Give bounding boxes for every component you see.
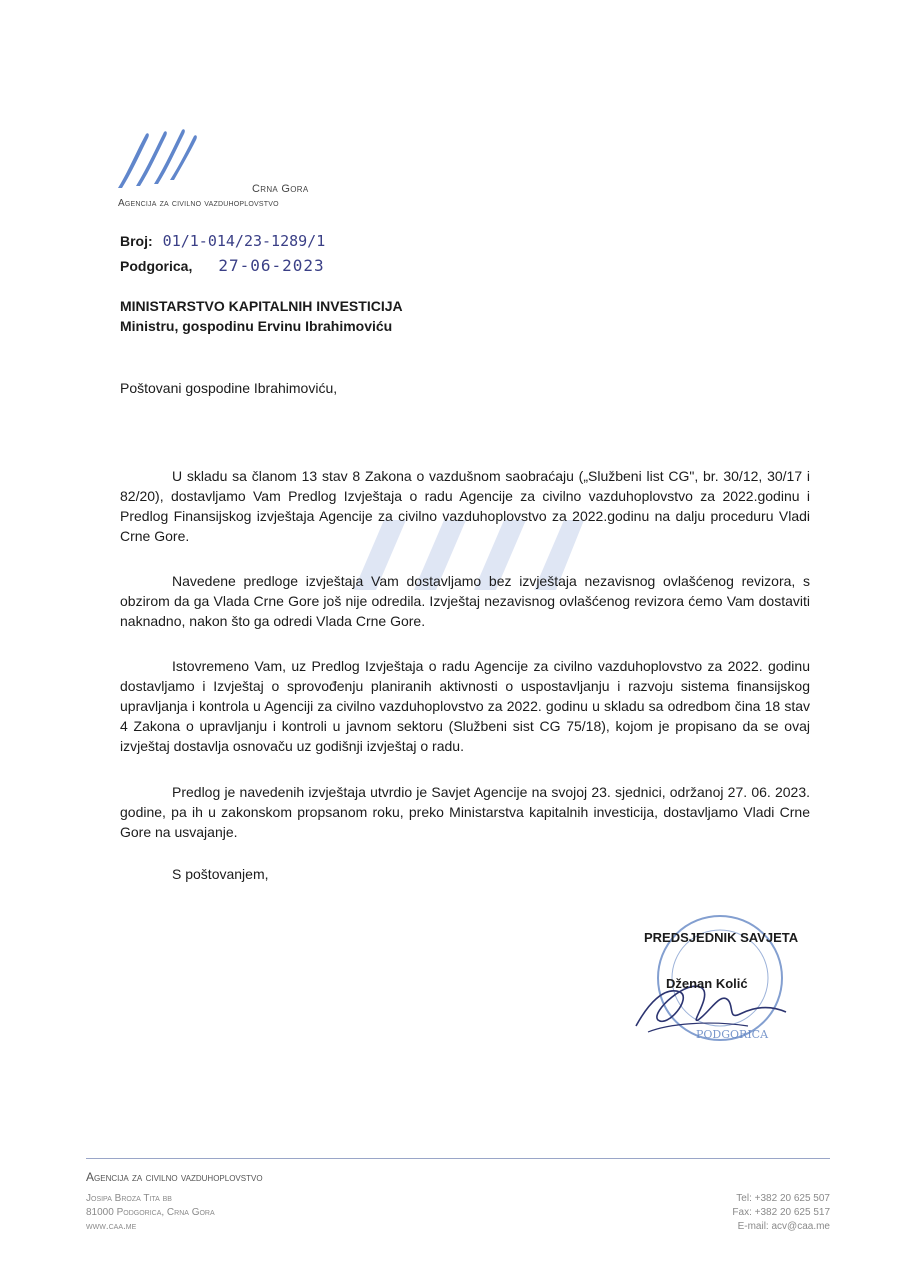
footer-address-line-2: 81000 Podgorica, Crna Gora [86, 1207, 215, 1218]
date-stamp: 27-06-2023 [218, 256, 325, 275]
paragraph-1: U skladu sa članom 13 stav 8 Zakona o vazdušnom saobraćaju („Službeni list CG", br. 30/12, 30/17 i 82/20), dostavljamo Vam Predlog Izvještaja o radu Agencije za civilno vazduhoplovstvo za 2022.godinu i Predlog Finansijskog izvještaja Agencije za civilno vazduhoplovstvo za 2022.godinu na dalju proceduru Vladi Crne Gore. [120, 468, 810, 544]
footer-contacts [732, 1192, 830, 1234]
svg-text:PODGORICA: PODGORICA [696, 1028, 769, 1041]
reference-number-row [120, 232, 325, 250]
footer-address-line-1: Josipa Broza Tita bb [86, 1193, 172, 1204]
footer-fax: Fax: +382 20 625 517 [732, 1207, 830, 1218]
paragraph-3: Istovremeno Vam, uz Predlog Izvještaja o radu Agencije za civilno vazduhoplovstvo za 2022. godinu dostavljamo i Izvještaj o sprovođenju planiranih aktivnosti o uspostavljanju i razvoju sistema finansijskog upravljanja i kontrola u Agenciji za civilno vazduhoplovstvo za 2022. godinu u skladu sa odredbom čina 18 stav 4 Zakona o upravljanju i kontroli u javnom sektoru (Službeni sist CG 75/18), kojom je propisano da se ovaj izvještaj dostavlja osnovaču uz godišnji izvještaj o radu. [120, 658, 810, 754]
letterhead-country: Crna Gora [252, 183, 309, 195]
footer-address [86, 1192, 215, 1234]
letterhead-agency: Agencija za civilno vazduhoplovstvo [118, 198, 279, 209]
salutation: Poštovani gospodine Ibrahimoviću, [120, 380, 338, 396]
paragraph-2: Navedene predloge izvještaja Vam dostavljamo bez izvještaja nezavisnog ovlašćenog revizora, s obzirom da ga Vlada Crne Gore još nije odredila. Izvještaj nezavisnog ovlašćenog revizora ćemo Vam dostaviti naknadno, nakon što ga odredi Vlada Crne Gore. [120, 573, 810, 629]
place-label: Podgorica, [120, 258, 193, 274]
reference-number-value: 01/1-014/23-1289/1 [162, 232, 326, 250]
recipient-ministry: MINISTARSTVO KAPITALNIH INVESTICIJA [120, 298, 403, 314]
place-date-row [120, 256, 325, 275]
closing: S poštovanjem, [172, 866, 269, 882]
paragraph-4: Predlog je navedenih izvještaja utvrdio je Savjet Agencije na svojoj 23. sjednici, održanoj 27. 06. 2023. godine, pa ih u zakonskom propsanom roku, preko Ministarstva kapitalnih investicija, dostavljamo Vladi Crne Gore na usvajanje. [120, 784, 810, 840]
agency-logo-icon [108, 128, 198, 190]
recipient-person: Ministru, gospodinu Ervinu Ibrahimoviću [120, 318, 393, 334]
footer-website: www.caa.me [86, 1221, 137, 1232]
footer-divider [86, 1158, 830, 1159]
footer-phone: Tel: +382 20 625 507 [736, 1193, 830, 1204]
recipient-block [120, 296, 403, 336]
footer-agency: Agencija za civilno vazduhoplovstvo [86, 1170, 263, 1184]
reference-number-label: Broj: [120, 233, 153, 249]
footer-email: E-mail: acv@caa.me [737, 1221, 830, 1232]
signatory-name: Dženan Kolić [666, 976, 748, 991]
signatory-title: PREDSJEDNIK SAVJETA [644, 930, 799, 945]
